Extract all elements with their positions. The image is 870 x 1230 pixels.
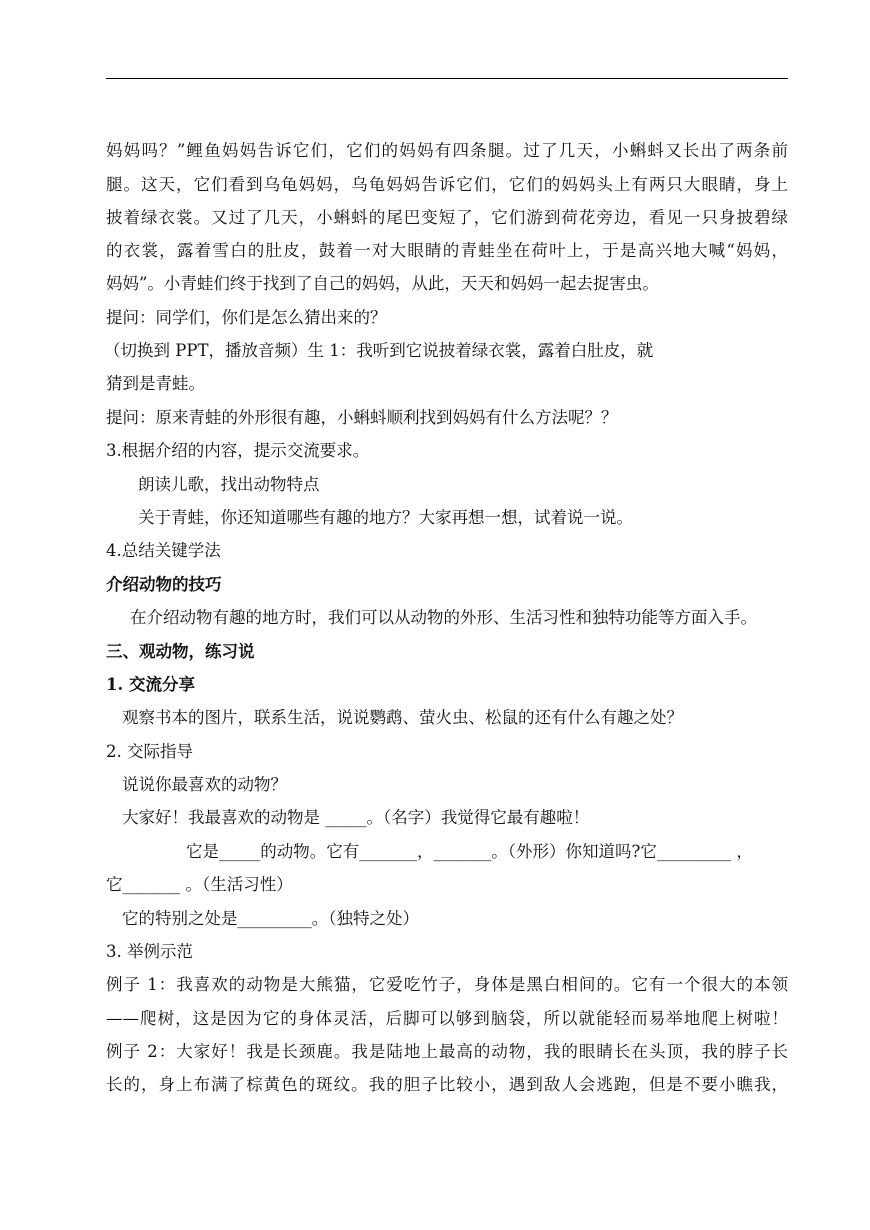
question-line: 提问：原来青蛙的外形很有趣，小蝌蚪顺利找到妈妈有什么方法呢？？ [106, 408, 618, 427]
story-line: 妈妈吗？”鲤鱼妈妈告诉它们，它们的妈妈有四条腿。过了几天，小蝌蚪又长出了两条前 [106, 141, 788, 160]
student-answer-line: 猜到是青蛙。 [106, 374, 205, 393]
question-line: 提问：同学们，你们是怎么猜出来的？ [106, 308, 387, 327]
student-answer-line: （切换到 PPT，播放音频）生 1：我听到它说披着绿衣裳，露着白肚皮，就 [104, 341, 654, 360]
requirement-line: 关于青蛙，你还知道哪些有趣的地方？大家再想一想，试着说一说。 [138, 508, 633, 527]
template-line: 它是_____的动物。它有_______，_______。（外形）你知道吗?它_________ ， [186, 842, 753, 861]
paragraph-line: 观察书本的图片，联系生活，说说鹦鹉、萤火虫、松鼠的还有什么有趣之处？ [122, 708, 683, 727]
section-heading: 三、观动物，练习说 [106, 642, 255, 661]
requirement-line: 朗读儿歌，找出动物特点 [138, 475, 320, 494]
section-heading: 介绍动物的技巧 [106, 575, 222, 594]
example-line: 例子 1：我喜欢的动物是大熊猫，它爱吃竹子，身体是黑白相间的。它有一个很大的本领 [106, 975, 788, 994]
paragraph-line: 说说你最喜欢的动物？ [122, 775, 287, 794]
example-line: 例子 2：大家好！我是长颈鹿。我是陆地上最高的动物，我的眼睛长在头顶，我的脖子长 [106, 1042, 788, 1061]
example-line: ——爬树，这是因为它的身体灵活，后脚可以够到脑袋，所以就能轻而易举地爬上树啦！ [106, 1009, 788, 1028]
story-line: 腿。这天，它们看到乌龟妈妈，乌龟妈妈告诉它们，它们的妈妈头上有两只大眼睛，身上 [106, 175, 788, 194]
header-rule [106, 78, 788, 79]
subsection-heading: 2. 交际指导 [106, 742, 193, 761]
subsection-heading: 1. 交流分享 [106, 675, 195, 694]
story-line: 的衣裳，露着雪白的肚皮，鼓着一对大眼睛的青蛙坐在荷叶上，于是高兴地大喊“妈妈， [106, 241, 788, 260]
paragraph-line: 在介绍动物有趣的地方时，我们可以从动物的外形、生活习性和独特功能等方面入手。 [130, 608, 757, 627]
example-line: 长的，身上布满了棕黄色的斑纹。我的胆子比较小，遇到敌人会逃跑，但是不要小瞧我， [106, 1075, 788, 1094]
subsection-heading: 3. 举例示范 [106, 942, 193, 961]
template-line: 大家好！我最喜欢的动物是 _____。（名字）我觉得它最有趣啦！ [122, 808, 590, 827]
story-line: 披着绿衣裳。又过了几天，小蝌蚪的尾巴变短了，它们游到荷花旁边，看见一只身披碧绿 [106, 208, 788, 227]
story-line: 妈妈”。小青蛙们终于找到了自己的妈妈，从此，天天和妈妈一起去捉害虫。 [106, 274, 659, 293]
template-line: 它的特别之处是_________。（独特之处） [122, 909, 419, 928]
step-heading: 4.总结关键学法 [106, 541, 221, 560]
template-line: 它_______ 。（生活习性） [106, 875, 293, 894]
step-heading: 3.根据介绍的内容，提示交流要求。 [106, 441, 370, 460]
